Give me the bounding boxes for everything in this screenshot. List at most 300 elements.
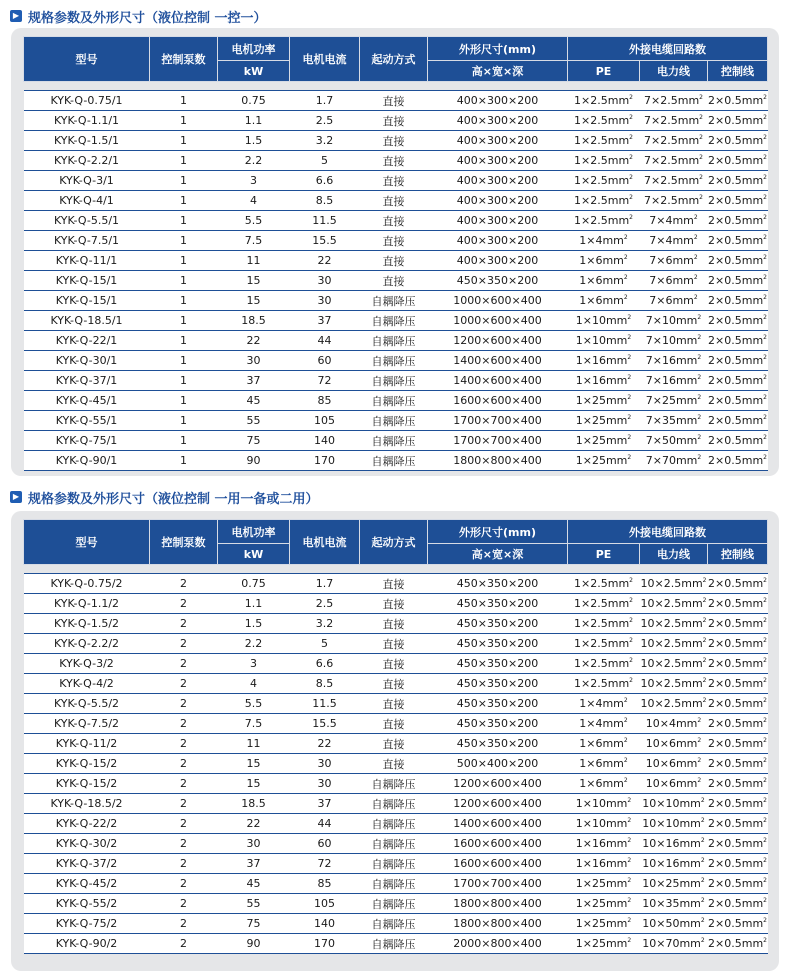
cell-value: 15: [246, 294, 261, 307]
cell-value: 1700×700×400: [453, 434, 542, 447]
cell-value: 2×0.5mm: [708, 254, 764, 267]
unit-superscript: 2: [697, 414, 702, 421]
cell-pump-count: [150, 271, 218, 291]
table-row: [24, 774, 768, 794]
cell-value: KYK-Q-0.75/1: [50, 94, 123, 107]
cell-value: 15.5: [312, 717, 337, 730]
cell-value: 直接: [382, 617, 405, 631]
unit-superscript: 2: [699, 94, 703, 101]
cell-power-cable: [640, 934, 708, 954]
unit-superscript: 2: [763, 194, 767, 201]
cell-dimensions: [428, 694, 568, 714]
cell-value: 自耦降压: [371, 374, 416, 388]
cell-model: [24, 854, 150, 874]
cell-motor-power: [218, 291, 290, 311]
cell-dimensions: [428, 171, 568, 191]
cell-value: 7×16mm: [645, 354, 698, 367]
unit-superscript: 2: [763, 737, 767, 744]
cell-motor-power: [218, 754, 290, 774]
cell-value: 直接: [382, 114, 405, 128]
cell-model: [24, 614, 150, 634]
cell-value: 18.5: [241, 314, 266, 327]
cell-value: 2×0.5mm: [708, 817, 764, 830]
cell-value: 10×16mm: [642, 857, 701, 870]
cell-value: 7×2.5mm: [644, 114, 700, 127]
table-row: [24, 291, 768, 311]
cell-value: 10×6mm: [645, 737, 698, 750]
cell-value: 0.75: [241, 94, 266, 107]
cell-pe-cable: [568, 714, 640, 734]
cell-value: KYK-Q-75/2: [55, 917, 118, 930]
table-row: [24, 431, 768, 451]
cell-value: 2: [180, 617, 187, 630]
cell-value: 10×6mm: [645, 777, 698, 790]
cell-power-cable: [640, 231, 708, 251]
cell-value: KYK-Q-45/2: [55, 877, 118, 890]
cell-motor-current: [290, 251, 360, 271]
cell-start-method: [360, 231, 428, 251]
cell-value: KYK-Q-7.5/2: [53, 717, 120, 730]
cell-value: 1×2.5mm: [574, 577, 630, 590]
cell-pe-cable: [568, 574, 640, 594]
unit-superscript: 2: [763, 94, 767, 101]
cell-value: 1×25mm: [575, 394, 628, 407]
cell-motor-power: [218, 91, 290, 111]
cell-power-cable: [640, 351, 708, 371]
cell-value: 450×350×200: [456, 657, 539, 670]
cell-value: 1×25mm: [575, 454, 628, 467]
cell-value: 1: [180, 154, 187, 167]
cell-value: 10×25mm: [642, 877, 701, 890]
cell-dimensions: [428, 151, 568, 171]
cell-value: KYK-Q-90/1: [55, 454, 118, 467]
cell-value: 1600×600×400: [453, 837, 542, 850]
cell-value: 170: [314, 937, 335, 950]
cell-pump-count: [150, 674, 218, 694]
cell-value: 1: [180, 314, 187, 327]
cell-value: 37: [246, 374, 261, 387]
cell-control-cable: [708, 614, 768, 634]
cell-value: 10×2.5mm: [640, 697, 703, 710]
cell-value: KYK-Q-2.2/1: [53, 154, 120, 167]
cell-start-method: [360, 754, 428, 774]
cell-model: [24, 634, 150, 654]
cell-power-cable: [640, 211, 708, 231]
cell-dimensions: [428, 231, 568, 251]
cell-start-method: [360, 814, 428, 834]
cell-value: 1400×600×400: [453, 374, 542, 387]
cell-value: 2: [180, 897, 187, 910]
unit-superscript: 2: [623, 274, 628, 281]
cell-value: 2.2: [244, 154, 263, 167]
cell-value: KYK-Q-1.5/2: [53, 617, 120, 630]
cell-value: 1.7: [315, 94, 334, 107]
cell-value: 11.5: [312, 214, 337, 227]
cell-value: 45: [246, 877, 261, 890]
cell-motor-current: [290, 291, 360, 311]
cell-value: 1×4mm: [579, 717, 624, 730]
cell-model: [24, 814, 150, 834]
cell-value: 自耦降压: [371, 434, 416, 448]
cell-value: 2×0.5mm: [708, 234, 764, 247]
table-row: [24, 331, 768, 351]
cell-motor-power: [218, 111, 290, 131]
cell-value: 30: [317, 274, 332, 287]
cell-value: 44: [317, 817, 332, 830]
cell-value: 2: [180, 857, 187, 870]
cell-pe-cable: [568, 371, 640, 391]
cell-value: 1200×600×400: [453, 777, 542, 790]
cell-value: 2: [180, 637, 187, 650]
cell-power-cable: [640, 874, 708, 894]
cell-value: 7×6mm: [649, 254, 694, 267]
cell-value: 1: [180, 174, 187, 187]
cell-value: 自耦降压: [371, 857, 416, 871]
cell-value: 400×300×200: [456, 134, 539, 147]
unit-superscript: 2: [629, 677, 633, 684]
cell-model: [24, 654, 150, 674]
unit-superscript: 2: [702, 617, 707, 624]
cell-value: 1800×800×400: [453, 454, 542, 467]
unit-superscript: 2: [763, 677, 767, 684]
cell-motor-current: [290, 391, 360, 411]
cell-value: KYK-Q-1.5/1: [53, 134, 120, 147]
cell-value: 400×300×200: [456, 194, 539, 207]
cell-motor-power: [218, 231, 290, 251]
cell-start-method: [360, 894, 428, 914]
cell-value: 自耦降压: [371, 414, 416, 428]
cell-control-cable: [708, 654, 768, 674]
cell-value: 2: [180, 917, 187, 930]
cell-pe-cable: [568, 894, 640, 914]
cell-pe-cable: [568, 594, 640, 614]
unit-superscript: 2: [763, 394, 767, 401]
cell-pump-count: [150, 171, 218, 191]
cell-value: KYK-Q-2.2/2: [53, 637, 120, 650]
cell-value: 2: [180, 877, 187, 890]
cell-pe-cable: [568, 131, 640, 151]
cell-pump-count: [150, 131, 218, 151]
cell-pe-cable: [568, 351, 640, 371]
cell-value: 直接: [382, 154, 405, 168]
cell-pump-count: [150, 371, 218, 391]
cell-control-cable: [708, 191, 768, 211]
header-pe: PE: [568, 544, 640, 565]
cell-value: KYK-Q-18.5/1: [50, 314, 123, 327]
cell-value: KYK-Q-45/1: [55, 394, 118, 407]
unit-superscript: 2: [629, 154, 633, 161]
cell-motor-current: [290, 231, 360, 251]
unit-superscript: 2: [627, 454, 632, 461]
cell-value: 30: [246, 354, 261, 367]
cell-value: KYK-Q-11/1: [55, 254, 118, 267]
table-row: [24, 411, 768, 431]
cell-value: 400×300×200: [456, 254, 539, 267]
header-motor-power: 电机功率: [218, 37, 290, 61]
cell-pump-count: [150, 814, 218, 834]
table-row: [24, 191, 768, 211]
cell-motor-power: [218, 894, 290, 914]
unit-superscript: 2: [627, 414, 632, 421]
cell-pump-count: [150, 231, 218, 251]
cell-dimensions: [428, 391, 568, 411]
cell-motor-power: [218, 451, 290, 471]
spec-table: [23, 519, 768, 954]
cell-power-cable: [640, 894, 708, 914]
header-power-line: 电力线: [640, 61, 708, 82]
cell-control-cable: [708, 151, 768, 171]
unit-superscript: 2: [702, 637, 707, 644]
unit-superscript: 2: [700, 877, 705, 884]
cell-value: 1×2.5mm: [574, 154, 630, 167]
cell-value: 450×350×200: [456, 717, 539, 730]
cell-value: 10×10mm: [642, 797, 701, 810]
cell-value: 自耦降压: [371, 454, 416, 468]
cell-value: KYK-Q-15/1: [55, 274, 118, 287]
unit-superscript: 2: [763, 697, 767, 704]
cell-value: 2×0.5mm: [708, 617, 764, 630]
cell-motor-current: [290, 694, 360, 714]
cell-value: 2×0.5mm: [708, 577, 764, 590]
cell-value: 1: [180, 334, 187, 347]
unit-superscript: 2: [629, 94, 633, 101]
cell-dimensions: [428, 451, 568, 471]
cell-value: 30: [317, 777, 332, 790]
cell-value: KYK-Q-4/2: [59, 677, 114, 690]
header-power-unit: kW: [218, 544, 290, 565]
cell-dimensions: [428, 614, 568, 634]
unit-superscript: 2: [623, 234, 628, 241]
table-row: [24, 874, 768, 894]
table-row: [24, 934, 768, 954]
cell-pump-count: [150, 794, 218, 814]
cell-value: 15: [246, 757, 261, 770]
cell-model: [24, 914, 150, 934]
header-control-line: 控制线: [708, 544, 768, 565]
cell-value: 1.5: [244, 617, 263, 630]
unit-superscript: 2: [627, 334, 632, 341]
cell-value: 45: [246, 394, 261, 407]
cell-motor-power: [218, 714, 290, 734]
cell-control-cable: [708, 874, 768, 894]
unit-superscript: 2: [629, 194, 633, 201]
cell-model: [24, 291, 150, 311]
cell-control-cable: [708, 371, 768, 391]
unit-superscript: 2: [699, 194, 703, 201]
cell-value: 2: [180, 757, 187, 770]
table-row: [24, 391, 768, 411]
cell-value: 2.2: [244, 637, 263, 650]
unit-superscript: 2: [693, 214, 698, 221]
cell-start-method: [360, 854, 428, 874]
cell-value: 2×0.5mm: [708, 134, 764, 147]
cell-value: 7×2.5mm: [644, 194, 700, 207]
cell-value: 450×350×200: [456, 697, 539, 710]
cell-value: 1×2.5mm: [574, 617, 630, 630]
cell-dimensions: [428, 291, 568, 311]
table-row: [24, 794, 768, 814]
unit-superscript: 2: [697, 334, 702, 341]
cell-pe-cable: [568, 111, 640, 131]
cell-value: 105: [314, 897, 335, 910]
cell-value: 2: [180, 797, 187, 810]
cell-motor-current: [290, 934, 360, 954]
cell-value: 直接: [382, 174, 405, 188]
unit-superscript: 2: [693, 254, 698, 261]
cell-value: 2×0.5mm: [708, 374, 764, 387]
cell-value: 7×35mm: [645, 414, 698, 427]
cell-value: 450×350×200: [456, 617, 539, 630]
cell-value: 500×400×200: [456, 757, 539, 770]
cell-start-method: [360, 614, 428, 634]
unit-superscript: 2: [697, 354, 702, 361]
cell-model: [24, 91, 150, 111]
cell-model: [24, 411, 150, 431]
cell-value: 10×2.5mm: [640, 637, 703, 650]
cell-motor-power: [218, 171, 290, 191]
cell-motor-power: [218, 211, 290, 231]
cell-dimensions: [428, 411, 568, 431]
cell-dimensions: [428, 854, 568, 874]
cell-value: 1: [180, 254, 187, 267]
header-dimension-order: 高×宽×深: [428, 61, 568, 82]
unit-superscript: 2: [700, 917, 705, 924]
cell-value: 1×16mm: [575, 857, 628, 870]
cell-value: KYK-Q-1.1/1: [53, 114, 120, 127]
cell-control-cable: [708, 451, 768, 471]
unit-superscript: 2: [627, 374, 632, 381]
unit-superscript: 2: [627, 797, 632, 804]
cell-value: 85: [317, 394, 332, 407]
cell-start-method: [360, 714, 428, 734]
cell-model: [24, 451, 150, 471]
table-row: [24, 594, 768, 614]
unit-superscript: 2: [702, 597, 707, 604]
cell-pump-count: [150, 291, 218, 311]
cell-start-method: [360, 634, 428, 654]
cell-value: KYK-Q-30/1: [55, 354, 118, 367]
cell-value: 1: [180, 294, 187, 307]
table-row: [24, 231, 768, 251]
cell-pump-count: [150, 634, 218, 654]
cell-value: 10×50mm: [642, 917, 701, 930]
cell-value: 2×0.5mm: [708, 897, 764, 910]
unit-superscript: 2: [763, 134, 767, 141]
unit-superscript: 2: [627, 917, 632, 924]
cell-control-cable: [708, 574, 768, 594]
unit-superscript: 2: [699, 154, 703, 161]
cell-power-cable: [640, 714, 708, 734]
cell-pump-count: [150, 411, 218, 431]
cell-value: KYK-Q-55/2: [55, 897, 118, 910]
cell-value: 直接: [382, 717, 405, 731]
cell-value: 1.7: [315, 577, 334, 590]
cell-value: 140: [314, 434, 335, 447]
unit-superscript: 2: [763, 374, 767, 381]
cell-pe-cable: [568, 91, 640, 111]
cell-value: 2.5: [315, 597, 334, 610]
cell-control-cable: [708, 111, 768, 131]
cell-start-method: [360, 211, 428, 231]
unit-superscript: 2: [629, 134, 633, 141]
cell-value: 自耦降压: [371, 777, 416, 791]
cell-value: 1: [180, 374, 187, 387]
cell-value: 直接: [382, 234, 405, 248]
cell-model: [24, 131, 150, 151]
cell-control-cable: [708, 431, 768, 451]
header-pump-count: 控制泵数: [150, 520, 218, 565]
section-title-text: 规格参数及外形尺寸（液位控制 一控一）: [28, 10, 267, 26]
cell-motor-current: [290, 331, 360, 351]
cell-dimensions: [428, 91, 568, 111]
cell-value: KYK-Q-30/2: [55, 837, 118, 850]
cell-power-cable: [640, 754, 708, 774]
cell-value: KYK-Q-15/2: [55, 777, 118, 790]
cell-motor-power: [218, 391, 290, 411]
cell-dimensions: [428, 754, 568, 774]
cell-pe-cable: [568, 874, 640, 894]
table-row: [24, 171, 768, 191]
cell-value: 直接: [382, 657, 405, 671]
cell-value: 22: [317, 254, 332, 267]
cell-model: [24, 794, 150, 814]
unit-superscript: 2: [763, 174, 767, 181]
cell-motor-power: [218, 734, 290, 754]
cell-model: [24, 371, 150, 391]
cell-value: KYK-Q-37/2: [55, 857, 118, 870]
cell-value: 1: [180, 214, 187, 227]
cell-value: 1×6mm: [579, 737, 624, 750]
cell-model: [24, 834, 150, 854]
cell-motor-power: [218, 594, 290, 614]
cell-pump-count: [150, 251, 218, 271]
cell-power-cable: [640, 451, 708, 471]
cell-value: 直接: [382, 677, 405, 691]
cell-value: 2×0.5mm: [708, 877, 764, 890]
cell-start-method: [360, 674, 428, 694]
cell-value: 7×25mm: [645, 394, 698, 407]
cell-control-cable: [708, 634, 768, 654]
unit-superscript: 2: [627, 857, 632, 864]
header-pe: PE: [568, 61, 640, 82]
cell-model: [24, 874, 150, 894]
spec-table-body: [24, 574, 768, 954]
table-row: [24, 614, 768, 634]
cell-power-cable: [640, 834, 708, 854]
cell-dimensions: [428, 874, 568, 894]
unit-superscript: 2: [700, 897, 705, 904]
cell-model: [24, 251, 150, 271]
cell-value: 10×6mm: [645, 757, 698, 770]
cell-value: 10×2.5mm: [640, 617, 703, 630]
cell-value: KYK-Q-7.5/1: [53, 234, 120, 247]
unit-superscript: 2: [699, 134, 703, 141]
cell-power-cable: [640, 574, 708, 594]
cell-dimensions: [428, 734, 568, 754]
cell-value: 1×2.5mm: [574, 677, 630, 690]
cell-value: 10×70mm: [642, 937, 701, 950]
unit-superscript: 2: [697, 314, 702, 321]
table-row: [24, 351, 768, 371]
cell-value: 2: [180, 577, 187, 590]
cell-value: 2: [180, 657, 187, 670]
cell-value: 1×16mm: [575, 837, 628, 850]
cell-power-cable: [640, 694, 708, 714]
cell-value: 1×2.5mm: [574, 597, 630, 610]
cell-value: 18.5: [241, 797, 266, 810]
table-panel: [11, 28, 779, 476]
cell-value: 1×25mm: [575, 897, 628, 910]
